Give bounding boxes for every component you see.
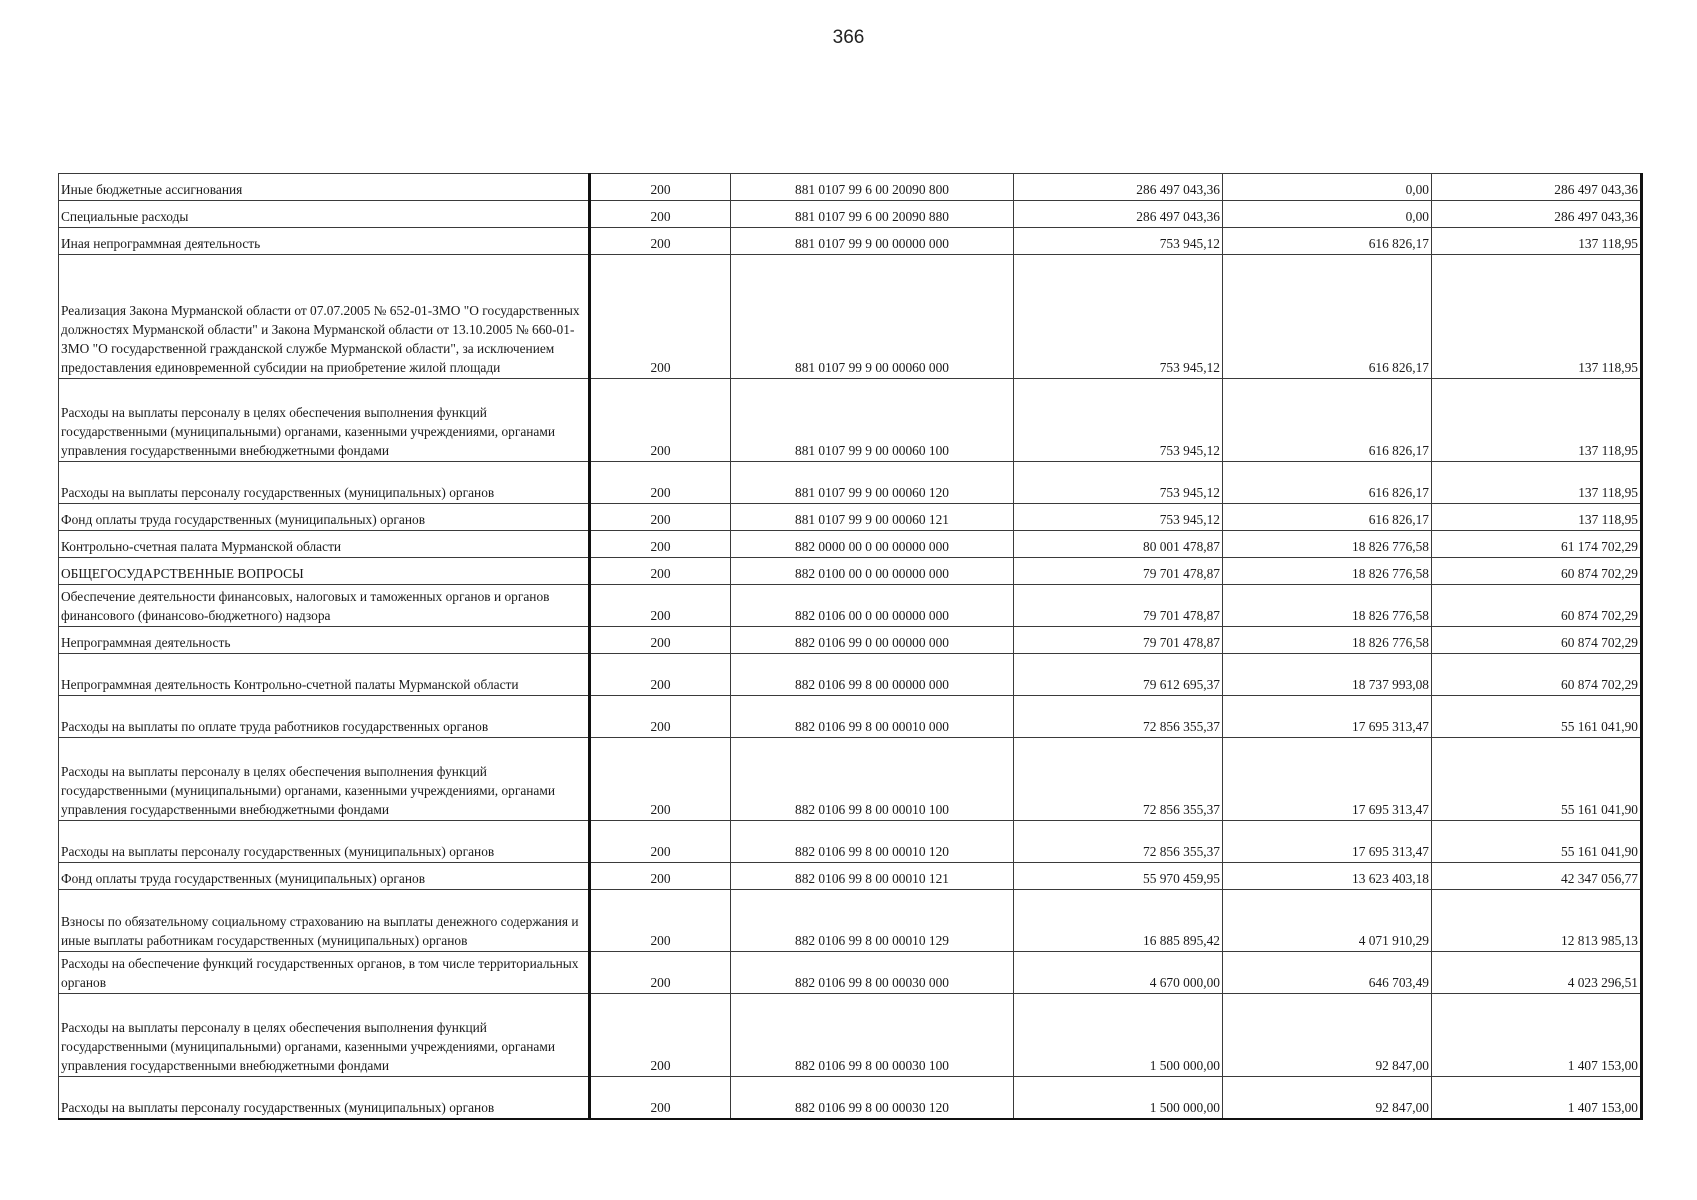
line-code-cell: 200 <box>590 863 731 890</box>
unexecuted-amount-cell: 1 407 153,00 <box>1432 1077 1642 1119</box>
executed-amount-cell: 616 826,17 <box>1223 379 1432 462</box>
line-code-cell: 200 <box>590 1077 731 1119</box>
budget-classification-code-cell: 881 0107 99 9 00 00000 000 <box>731 228 1014 255</box>
executed-amount-cell: 17 695 313,47 <box>1223 738 1432 821</box>
executed-amount-cell: 18 826 776,58 <box>1223 531 1432 558</box>
unexecuted-amount-cell: 137 118,95 <box>1432 379 1642 462</box>
table-row <box>59 890 1642 952</box>
expenditure-name-cell: Расходы на выплаты персоналу в целях обеспечения выполнения функций государственными (муниципальными) органами, казенными учреждениями, органами управления государственными внебюджетными фондами <box>59 738 590 821</box>
expenditure-name-cell: Взносы по обязательному социальному страхованию на выплаты денежного содержания и иные выплаты работникам государственных (муниципальных) органов <box>59 890 590 952</box>
approved-amount-cell: 286 497 043,36 <box>1014 174 1223 201</box>
unexecuted-amount-cell: 137 118,95 <box>1432 228 1642 255</box>
expenditure-name-cell: Иная непрограммная деятельность <box>59 228 590 255</box>
expenditure-name-cell: Обеспечение деятельности финансовых, налоговых и таможенных органов и органов финансового (финансово-бюджетного) надзора <box>59 585 590 627</box>
expenditure-name-cell: Расходы на выплаты персоналу в целях обеспечения выполнения функций государственными (муниципальными) органами, казенными учреждениями, органами управления государственными внебюджетными фондами <box>59 379 590 462</box>
executed-amount-cell: 18 737 993,08 <box>1223 654 1432 696</box>
executed-amount-cell: 18 826 776,58 <box>1223 627 1432 654</box>
line-code-cell: 200 <box>590 201 731 228</box>
approved-amount-cell: 16 885 895,42 <box>1014 890 1223 952</box>
table-row <box>59 379 1642 462</box>
line-code-cell: 200 <box>590 821 731 863</box>
expenditure-name-cell: Непрограммная деятельность Контрольно-счетной палаты Мурманской области <box>59 654 590 696</box>
table-body <box>59 174 1642 1119</box>
unexecuted-amount-cell: 60 874 702,29 <box>1432 654 1642 696</box>
budget-classification-code-cell: 881 0107 99 9 00 00060 121 <box>731 504 1014 531</box>
table-row <box>59 863 1642 890</box>
expenditure-name-cell: Расходы на обеспечение функций государственных органов, в том числе территориальных органов <box>59 952 590 994</box>
table-row <box>59 504 1642 531</box>
table-row <box>59 558 1642 585</box>
budget-classification-code-cell: 881 0107 99 6 00 20090 880 <box>731 201 1014 228</box>
executed-amount-cell: 17 695 313,47 <box>1223 821 1432 863</box>
approved-amount-cell: 4 670 000,00 <box>1014 952 1223 994</box>
line-code-cell: 200 <box>590 228 731 255</box>
executed-amount-cell: 616 826,17 <box>1223 255 1432 379</box>
expenditure-name-cell: Расходы на выплаты по оплате труда работников государственных органов <box>59 696 590 738</box>
unexecuted-amount-cell: 55 161 041,90 <box>1432 821 1642 863</box>
unexecuted-amount-cell: 55 161 041,90 <box>1432 696 1642 738</box>
expenditure-name-cell: Фонд оплаты труда государственных (муниципальных) органов <box>59 504 590 531</box>
line-code-cell: 200 <box>590 174 731 201</box>
budget-classification-code-cell: 882 0106 99 0 00 00000 000 <box>731 627 1014 654</box>
budget-classification-code-cell: 881 0107 99 9 00 00060 000 <box>731 255 1014 379</box>
approved-amount-cell: 753 945,12 <box>1014 228 1223 255</box>
approved-amount-cell: 80 001 478,87 <box>1014 531 1223 558</box>
approved-amount-cell: 72 856 355,37 <box>1014 738 1223 821</box>
page-number: 366 <box>832 27 865 48</box>
executed-amount-cell: 4 071 910,29 <box>1223 890 1432 952</box>
budget-classification-code-cell: 882 0106 99 8 00 00030 120 <box>731 1077 1014 1119</box>
line-code-cell: 200 <box>590 379 731 462</box>
line-code-cell: 200 <box>590 255 731 379</box>
budget-classification-code-cell: 882 0106 99 8 00 00000 000 <box>731 654 1014 696</box>
unexecuted-amount-cell: 55 161 041,90 <box>1432 738 1642 821</box>
unexecuted-amount-cell: 137 118,95 <box>1432 504 1642 531</box>
line-code-cell: 200 <box>590 558 731 585</box>
table-row <box>59 696 1642 738</box>
executed-amount-cell: 0,00 <box>1223 174 1432 201</box>
line-code-cell: 200 <box>590 627 731 654</box>
executed-amount-cell: 18 826 776,58 <box>1223 585 1432 627</box>
executed-amount-cell: 92 847,00 <box>1223 994 1432 1077</box>
budget-classification-code-cell: 882 0106 99 8 00 00010 121 <box>731 863 1014 890</box>
approved-amount-cell: 79 701 478,87 <box>1014 627 1223 654</box>
line-code-cell: 200 <box>590 952 731 994</box>
budget-classification-code-cell: 882 0106 99 8 00 00030 100 <box>731 994 1014 1077</box>
approved-amount-cell: 79 612 695,37 <box>1014 654 1223 696</box>
expenditure-name-cell: Непрограммная деятельность <box>59 627 590 654</box>
expenditure-name-cell: Расходы на выплаты персоналу государственных (муниципальных) органов <box>59 821 590 863</box>
approved-amount-cell: 72 856 355,37 <box>1014 821 1223 863</box>
expenditure-name-cell: Контрольно-счетная палата Мурманской области <box>59 531 590 558</box>
line-code-cell: 200 <box>590 696 731 738</box>
table-row <box>59 228 1642 255</box>
unexecuted-amount-cell: 286 497 043,36 <box>1432 201 1642 228</box>
line-code-cell: 200 <box>590 738 731 821</box>
unexecuted-amount-cell: 137 118,95 <box>1432 255 1642 379</box>
expenditure-name-cell: Фонд оплаты труда государственных (муниципальных) органов <box>59 863 590 890</box>
approved-amount-cell: 72 856 355,37 <box>1014 696 1223 738</box>
unexecuted-amount-cell: 60 874 702,29 <box>1432 585 1642 627</box>
budget-classification-code-cell: 882 0106 99 8 00 00030 000 <box>731 952 1014 994</box>
executed-amount-cell: 92 847,00 <box>1223 1077 1432 1119</box>
line-code-cell: 200 <box>590 994 731 1077</box>
table-row <box>59 821 1642 863</box>
approved-amount-cell: 286 497 043,36 <box>1014 201 1223 228</box>
approved-amount-cell: 753 945,12 <box>1014 504 1223 531</box>
line-code-cell: 200 <box>590 890 731 952</box>
table-row <box>59 952 1642 994</box>
table-row <box>59 627 1642 654</box>
executed-amount-cell: 616 826,17 <box>1223 462 1432 504</box>
budget-classification-code-cell: 882 0106 00 0 00 00000 000 <box>731 585 1014 627</box>
unexecuted-amount-cell: 60 874 702,29 <box>1432 558 1642 585</box>
table-row <box>59 462 1642 504</box>
executed-amount-cell: 18 826 776,58 <box>1223 558 1432 585</box>
line-code-cell: 200 <box>590 504 731 531</box>
budget-classification-code-cell: 881 0107 99 9 00 00060 100 <box>731 379 1014 462</box>
approved-amount-cell: 753 945,12 <box>1014 255 1223 379</box>
table-row <box>59 174 1642 201</box>
table-row <box>59 738 1642 821</box>
approved-amount-cell: 753 945,12 <box>1014 462 1223 504</box>
line-code-cell: 200 <box>590 585 731 627</box>
expenditure-name-cell: ОБЩЕГОСУДАРСТВЕННЫЕ ВОПРОСЫ <box>59 558 590 585</box>
executed-amount-cell: 616 826,17 <box>1223 228 1432 255</box>
approved-amount-cell: 79 701 478,87 <box>1014 558 1223 585</box>
budget-classification-code-cell: 882 0106 99 8 00 00010 129 <box>731 890 1014 952</box>
budget-classification-code-cell: 881 0107 99 6 00 20090 800 <box>731 174 1014 201</box>
executed-amount-cell: 17 695 313,47 <box>1223 696 1432 738</box>
line-code-cell: 200 <box>590 462 731 504</box>
expenditure-name-cell: Расходы на выплаты персоналу государственных (муниципальных) органов <box>59 462 590 504</box>
expenditure-name-cell: Иные бюджетные ассигнования <box>59 174 590 201</box>
approved-amount-cell: 1 500 000,00 <box>1014 1077 1223 1119</box>
table-row <box>59 994 1642 1077</box>
unexecuted-amount-cell: 137 118,95 <box>1432 462 1642 504</box>
unexecuted-amount-cell: 4 023 296,51 <box>1432 952 1642 994</box>
table-row <box>59 1077 1642 1119</box>
budget-classification-code-cell: 882 0100 00 0 00 00000 000 <box>731 558 1014 585</box>
budget-execution-table <box>58 173 1643 1120</box>
executed-amount-cell: 646 703,49 <box>1223 952 1432 994</box>
executed-amount-cell: 13 623 403,18 <box>1223 863 1432 890</box>
line-code-cell: 200 <box>590 531 731 558</box>
approved-amount-cell: 55 970 459,95 <box>1014 863 1223 890</box>
unexecuted-amount-cell: 12 813 985,13 <box>1432 890 1642 952</box>
table-row <box>59 201 1642 228</box>
table-row <box>59 654 1642 696</box>
expenditure-name-cell: Расходы на выплаты персоналу государственных (муниципальных) органов <box>59 1077 590 1119</box>
approved-amount-cell: 79 701 478,87 <box>1014 585 1223 627</box>
unexecuted-amount-cell: 61 174 702,29 <box>1432 531 1642 558</box>
table-row <box>59 255 1642 379</box>
executed-amount-cell: 0,00 <box>1223 201 1432 228</box>
table-row <box>59 585 1642 627</box>
approved-amount-cell: 753 945,12 <box>1014 379 1223 462</box>
budget-classification-code-cell: 882 0000 00 0 00 00000 000 <box>731 531 1014 558</box>
unexecuted-amount-cell: 42 347 056,77 <box>1432 863 1642 890</box>
line-code-cell: 200 <box>590 654 731 696</box>
budget-classification-code-cell: 882 0106 99 8 00 00010 120 <box>731 821 1014 863</box>
unexecuted-amount-cell: 1 407 153,00 <box>1432 994 1642 1077</box>
executed-amount-cell: 616 826,17 <box>1223 504 1432 531</box>
table-row <box>59 531 1642 558</box>
unexecuted-amount-cell: 60 874 702,29 <box>1432 627 1642 654</box>
budget-classification-code-cell: 881 0107 99 9 00 00060 120 <box>731 462 1014 504</box>
expenditure-name-cell: Специальные расходы <box>59 201 590 228</box>
unexecuted-amount-cell: 286 497 043,36 <box>1432 174 1642 201</box>
budget-classification-code-cell: 882 0106 99 8 00 00010 100 <box>731 738 1014 821</box>
approved-amount-cell: 1 500 000,00 <box>1014 994 1223 1077</box>
expenditure-name-cell: Реализация Закона Мурманской области от 07.07.2005 № 652-01-ЗМО "О государственных должностях Мурманской области" и Закона Мурманской области от 13.10.2005 № 660-01-ЗМО "О государственной гражданской службе Мурманской области", за исключением предоставления единовременной субсидии на приобретение жилой площади <box>59 255 590 379</box>
expenditure-name-cell: Расходы на выплаты персоналу в целях обеспечения выполнения функций государственными (муниципальными) органами, казенными учреждениями, органами управления государственными внебюджетными фондами <box>59 994 590 1077</box>
budget-classification-code-cell: 882 0106 99 8 00 00010 000 <box>731 696 1014 738</box>
